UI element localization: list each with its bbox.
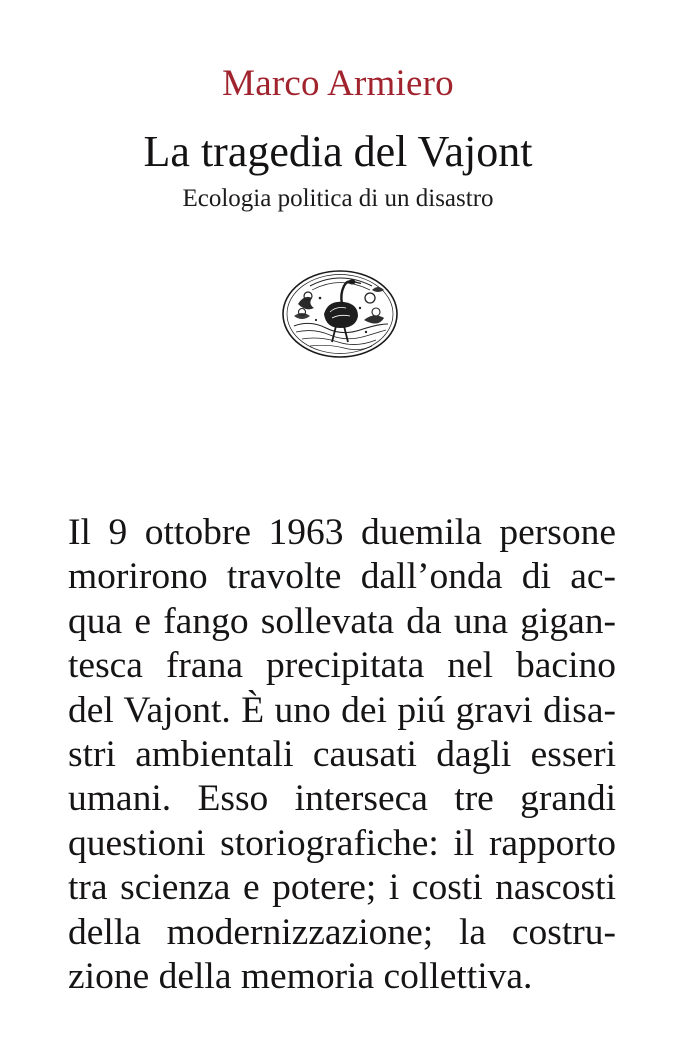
blurb-line: zione della memoria collettiva. [68, 955, 533, 997]
blurb-line: stri ambientali causati dagli esseri [68, 733, 616, 775]
blurb-line: qua e fango sollevata da una gigan- [68, 600, 616, 642]
blurb-line: tesca frana precipitata nel bacino [68, 645, 616, 687]
blurb-line: della modernizzazione; la costru- [68, 911, 616, 953]
back-cover-blurb [68, 511, 616, 999]
blurb-line: morirono travolte dall’onda di ac- [68, 556, 616, 598]
blurb-line: questioni storiografiche: il rapporto [68, 822, 616, 864]
blurb-line: del Vajont. È uno dei piú gravi disa- [68, 689, 616, 731]
einaudi-ostrich-seal-icon [280, 268, 400, 360]
blurb-line: tra scienza e potere; i costi nascosti [68, 867, 616, 909]
author-name: Marco Armiero [222, 63, 454, 104]
book-title: La tragedia del Vajont [143, 127, 533, 176]
book-subtitle: Ecologia politica di un disastro [182, 185, 494, 212]
blurb-line: Il 9 ottobre 1963 duemila persone [68, 512, 616, 553]
blurb-line: umani. Esso interseca tre grandi [68, 778, 616, 820]
